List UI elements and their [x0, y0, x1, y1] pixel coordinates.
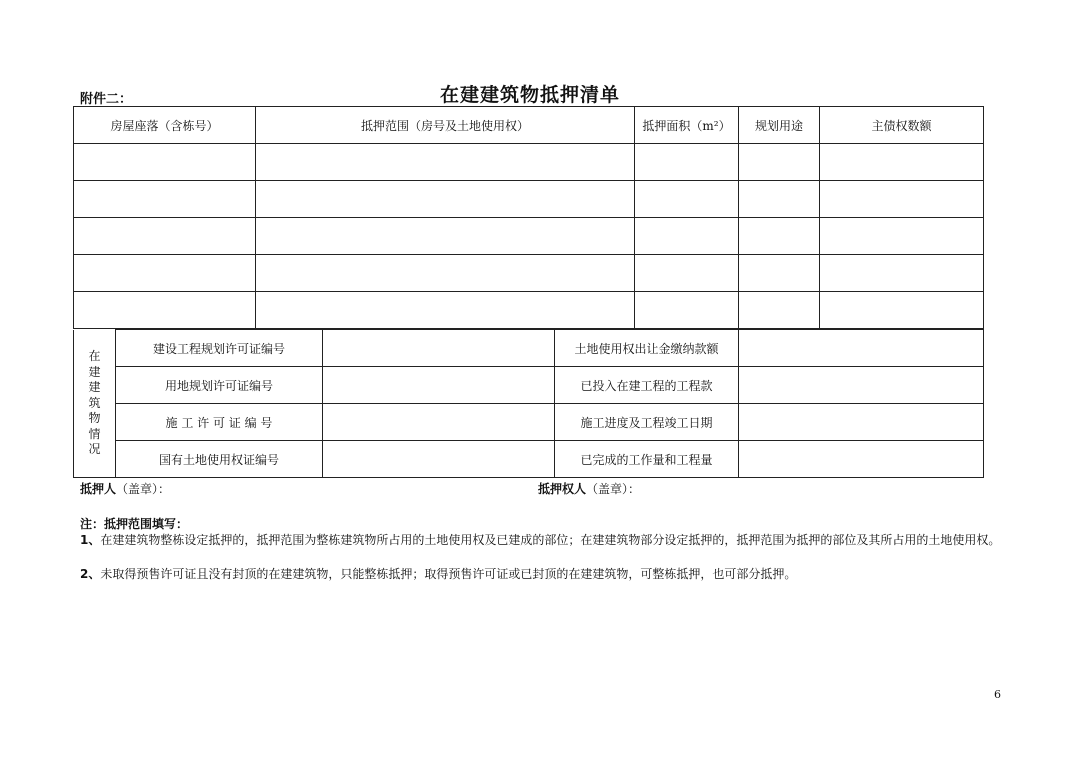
table-cell[interactable]: [820, 144, 984, 181]
table-cell[interactable]: [739, 218, 820, 255]
table-cell[interactable]: [74, 255, 256, 292]
table-cell[interactable]: [820, 255, 984, 292]
side-label-char: 筑: [88, 395, 101, 410]
note-number: 1、: [80, 533, 101, 547]
table-cell[interactable]: [820, 218, 984, 255]
field-label: 施 工 许 可 证 编 号: [116, 404, 323, 441]
mortgagor-signature: [80, 480, 170, 497]
building-info-table: [73, 329, 984, 478]
side-label-char: 物: [88, 411, 101, 425]
field-label: 施工进度及工程竣工日期: [555, 404, 739, 441]
table-cell[interactable]: [635, 218, 739, 255]
field-value[interactable]: [739, 441, 984, 478]
field-label: 土地使用权出让金缴纳款额: [555, 330, 739, 367]
field-value[interactable]: [739, 367, 984, 404]
table-cell[interactable]: [256, 292, 635, 329]
info-row: [74, 367, 984, 404]
table-cell[interactable]: [635, 292, 739, 329]
note-text: 未取得预售许可证且没有封顶的在建建筑物，只能整栋抵押；取得预售许可证或已封顶的在建建筑物，可整栋抵押，也可部分抵押。: [100, 567, 797, 581]
column-header: 抵押范围（房号及土地使用权）: [256, 107, 635, 144]
table-cell[interactable]: [74, 292, 256, 329]
side-label-text: [74, 349, 115, 458]
mortgagor-seal: （盖章）：: [116, 482, 171, 496]
table-cell[interactable]: [739, 144, 820, 181]
field-label: 国有土地使用权证编号: [116, 441, 323, 478]
column-header: 主债权数额: [820, 107, 984, 144]
table-cell[interactable]: [74, 218, 256, 255]
side-label: [74, 330, 116, 478]
table-cell[interactable]: [74, 181, 256, 218]
table-cell[interactable]: [635, 255, 739, 292]
side-label-char: 况: [88, 442, 101, 456]
table-cell[interactable]: [820, 181, 984, 218]
field-label: 建设工程规划许可证编号: [116, 330, 323, 367]
field-value[interactable]: [323, 367, 555, 404]
table-cell[interactable]: [74, 144, 256, 181]
column-header: 房屋座落（含栋号）: [74, 107, 256, 144]
side-label-char: 在: [88, 349, 101, 363]
field-value[interactable]: [323, 404, 555, 441]
attachment-label: 附件二：: [80, 92, 133, 107]
note-text: 在建建筑物整栋设定抵押的，抵押范围为整栋建筑物所占用的土地使用权及已建成的部位；在建建筑物部分设定抵押的，抵押范围为抵押的部位及其所占用的土地使用权。: [100, 533, 1001, 547]
table-cell[interactable]: [256, 218, 635, 255]
field-label: 已投入在建工程的工程款: [555, 367, 739, 404]
field-value[interactable]: [739, 404, 984, 441]
mortgagor-label: 抵押人: [80, 482, 117, 496]
field-value[interactable]: [739, 330, 984, 367]
table-cell[interactable]: [739, 255, 820, 292]
info-row: [74, 330, 984, 367]
mortgagee-label: 抵押权人: [538, 482, 587, 496]
field-value[interactable]: [323, 441, 555, 478]
mortgagee-signature: [538, 480, 640, 497]
mortgage-list-table: [73, 106, 984, 329]
field-label: 已完成的工作量和工程量: [555, 441, 739, 478]
table-cell[interactable]: [635, 181, 739, 218]
table-header-row: [74, 107, 984, 144]
mortgagee-seal: （盖章）：: [586, 482, 641, 496]
side-label-char: 建: [88, 364, 101, 379]
table-row: [74, 255, 984, 292]
info-row: [74, 441, 984, 478]
table-cell[interactable]: [820, 292, 984, 329]
table-row: [74, 292, 984, 329]
info-row: [74, 404, 984, 441]
table-row: [74, 218, 984, 255]
field-label: 用地规划许可证编号: [116, 367, 323, 404]
table-row: [74, 144, 984, 181]
column-header: 规划用途: [739, 107, 820, 144]
note-number: 2、: [80, 567, 101, 581]
side-label-char: 建: [88, 380, 101, 394]
table-cell[interactable]: [635, 144, 739, 181]
notes-heading: 注：抵押范围填写：: [80, 517, 189, 531]
table-cell[interactable]: [256, 144, 635, 181]
page-number: 6: [994, 688, 1001, 701]
table-row: [74, 181, 984, 218]
document-title: 在建建筑物抵押清单: [440, 84, 621, 106]
side-label-char: 情: [88, 426, 101, 441]
table-cell[interactable]: [739, 292, 820, 329]
column-header: 抵押面积（m²）: [635, 107, 739, 144]
table-cell[interactable]: [256, 181, 635, 218]
table-cell[interactable]: [256, 255, 635, 292]
field-value[interactable]: [323, 330, 555, 367]
table-cell[interactable]: [739, 181, 820, 218]
note-item: [80, 532, 1005, 549]
note-item: [80, 566, 1005, 583]
